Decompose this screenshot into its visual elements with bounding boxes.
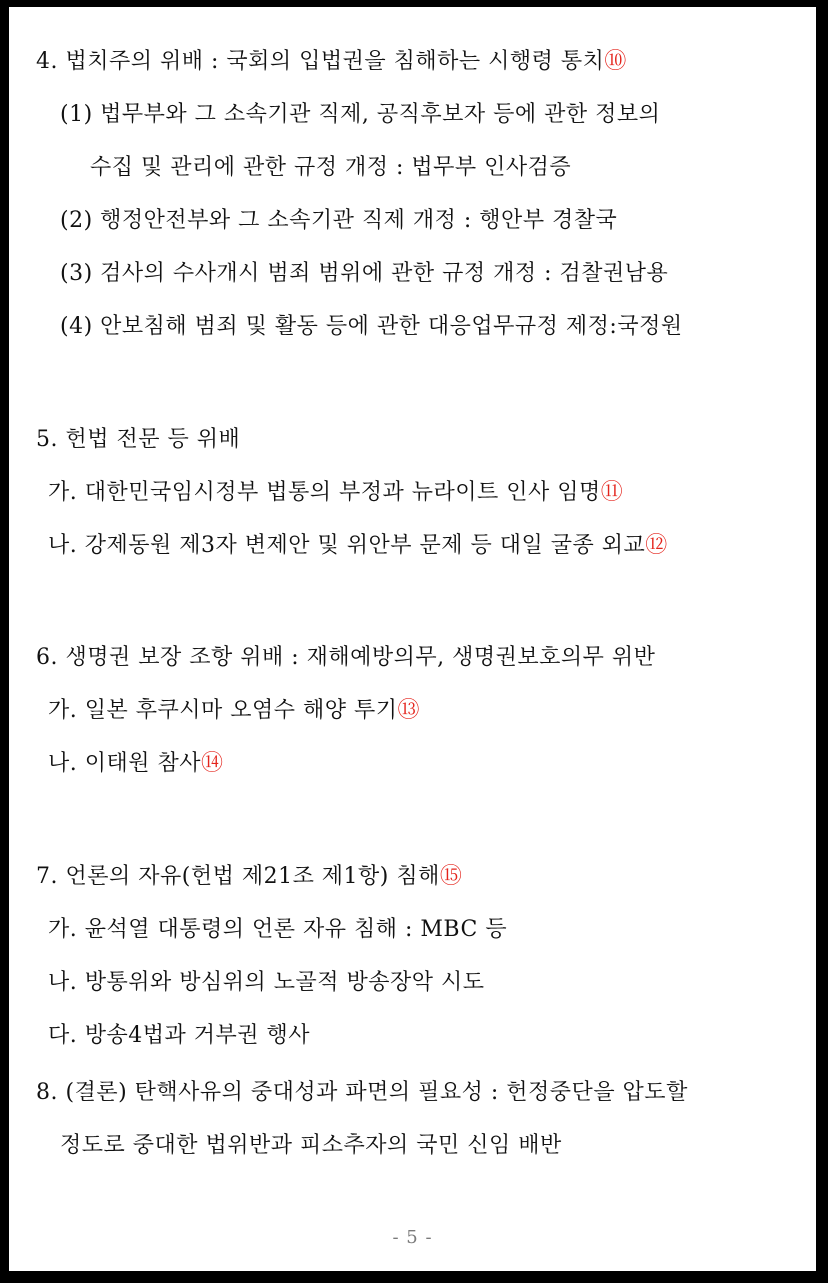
section-5-item-ga-text: 가. 대한민국임시정부 법통의 부정과 뉴라이트 인사 임명 <box>48 480 601 505</box>
section-7-heading <box>36 862 462 892</box>
section-4-item-3: (3) 검사의 수사개시 범죄 범위에 관한 규정 개정 : 검찰권남용 <box>60 261 669 286</box>
section-6-item-ga <box>48 696 420 726</box>
section-6-item-na <box>48 749 224 779</box>
footnote-marker-10: ⑩ <box>604 49 627 74</box>
section-8-heading: 8. (결론) 탄핵사유의 중대성과 파면의 필요성 : 헌정중단을 압도할 <box>36 1080 688 1105</box>
section-5-item-ga <box>48 478 623 508</box>
section-4-item-4: (4) 안보침해 범죄 및 활동 등에 관한 대응업무규정 제정:국정원 <box>60 314 683 339</box>
section-5-item-na <box>48 531 668 561</box>
footnote-marker-13: ⑬ <box>397 698 421 723</box>
section-4-title: 4. 법치주의 위배 : 국회의 입법권을 침해하는 시행령 통치 <box>36 49 605 74</box>
section-4-item-1-continuation: 수집 및 관리에 관한 규정 개정 : 법무부 인사검증 <box>90 155 572 180</box>
footnote-marker-12: ⑫ <box>645 533 668 558</box>
section-4-heading <box>36 47 627 77</box>
section-5-heading: 5. 헌법 전문 등 위배 <box>36 427 241 452</box>
document-page <box>9 7 816 1271</box>
footnote-marker-15: ⑮ <box>439 864 463 889</box>
section-6-item-na-text: 나. 이태원 참사 <box>48 751 201 776</box>
footnote-marker-11: ⑪ <box>600 480 624 505</box>
section-7-item-na: 나. 방통위와 방심위의 노골적 방송장악 시도 <box>48 970 485 995</box>
section-7-item-ga: 가. 윤석열 대통령의 언론 자유 침해 : MBC 등 <box>48 917 508 942</box>
page-number: - 5 - <box>392 1227 433 1248</box>
section-6-heading: 6. 생명권 보장 조항 위배 : 재해예방의무, 생명권보호의무 위반 <box>36 645 656 670</box>
section-5-item-na-text: 나. 강제동원 제3자 변제안 및 위안부 문제 등 대일 굴종 외교 <box>48 533 646 558</box>
section-7-item-da: 다. 방송4법과 거부권 행사 <box>48 1023 310 1048</box>
section-4-item-1: (1) 법무부와 그 소속기관 직제, 공직후보자 등에 관한 정보의 <box>60 102 661 127</box>
section-7-title: 7. 언론의 자유(헌법 제21조 제1항) 침해 <box>36 864 440 889</box>
footnote-marker-14: ⑭ <box>201 751 224 776</box>
section-8-continuation: 정도로 중대한 법위반과 피소추자의 국민 신임 배반 <box>60 1133 562 1158</box>
section-6-item-ga-text: 가. 일본 후쿠시마 오염수 해양 투기 <box>48 698 398 723</box>
section-4-item-2: (2) 행정안전부와 그 소속기관 직제 개정 : 행안부 경찰국 <box>60 208 618 233</box>
